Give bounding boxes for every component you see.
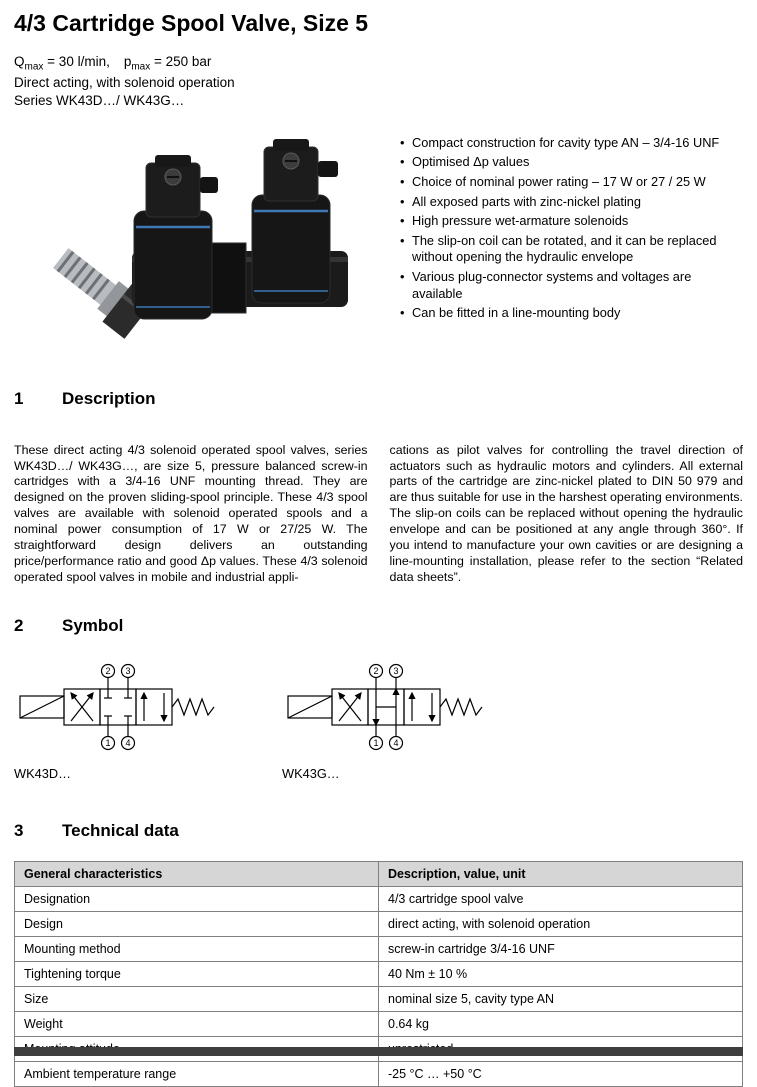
port-label: 1 xyxy=(105,737,111,748)
feature-item: • Choice of nominal power rating – 17 W or 27 / 25 W xyxy=(400,174,743,191)
port-label: 4 xyxy=(125,737,131,748)
pmax-subscript: max xyxy=(131,61,151,73)
hero-section xyxy=(14,131,743,363)
section-title: Symbol xyxy=(62,615,124,635)
table-cell-label: Weight xyxy=(15,1011,379,1036)
next-table-header-cutoff xyxy=(14,1047,743,1056)
table-cell-value: 40 Nm ± 10 % xyxy=(379,961,743,986)
spec-line-flow-pressure xyxy=(14,53,743,74)
section-number: 2 xyxy=(14,615,24,635)
table-cell-label: Design xyxy=(15,911,379,936)
symbol-label-wk43g: WK43G… xyxy=(282,765,340,781)
table-cell-value: nominal size 5, cavity type AN xyxy=(379,986,743,1011)
port-label: 3 xyxy=(393,665,399,676)
table-row xyxy=(15,986,743,1011)
symbol-label-wk43d: WK43D… xyxy=(14,765,71,781)
table-row xyxy=(15,961,743,986)
symbol-diagrams xyxy=(14,662,743,781)
table-cell-label: Tightening torque xyxy=(15,961,379,986)
table-row xyxy=(15,936,743,961)
table-cell-label: Size xyxy=(15,986,379,1011)
feature-item: • Various plug-connector systems and voltages are available xyxy=(400,269,743,302)
description-column-right: cations as pilot valves for controlling the travel direction of actuators such as hydraulic motors and cylinders. All external parts of the cartridge are zinc-nickel plated to DIN 50 979 and are thus suitable for use in the harshest operating environments. The slip-on coils can be replaced without opening the hydraulic envelope and can be positioned at any angle through 360°. If you intend to manufacture your own cavities or are designing a line-mounting installation, please refer to the section “Related data sheets”. xyxy=(389,442,743,584)
table-cell-value: -25 °C … +50 °C xyxy=(379,1061,743,1086)
table-row xyxy=(15,1011,743,1036)
feature-item: • Optimised Δp values xyxy=(400,154,743,171)
description-text xyxy=(14,443,743,586)
table-row xyxy=(15,911,743,936)
spec-line-actuation: Direct acting, with solenoid operation xyxy=(14,75,235,91)
section-title: Description xyxy=(62,388,156,408)
feature-item: • High pressure wet-armature solenoids xyxy=(400,213,743,230)
table-row xyxy=(15,1061,743,1086)
section-heading-description xyxy=(14,389,743,409)
hydraulic-symbol-wk43d xyxy=(14,662,242,758)
port-label: 2 xyxy=(105,665,111,676)
right-din-connector xyxy=(264,139,338,201)
right-solenoid-coil xyxy=(252,195,330,303)
table-cell-value: 4/3 cartridge spool valve xyxy=(379,886,743,911)
hydraulic-symbol-wk43g xyxy=(282,662,510,758)
table-cell-label: Designation xyxy=(15,886,379,911)
table-cell-value: 0.64 kg xyxy=(379,1011,743,1036)
feature-item: • Can be fitted in a line-mounting body xyxy=(400,305,743,322)
qmax-value: = 30 l/min, xyxy=(43,54,110,69)
table-cell-value: direct acting, with solenoid operation xyxy=(379,911,743,936)
table-header-description: Description, value, unit xyxy=(379,861,743,886)
port-label: 3 xyxy=(125,665,131,676)
symbol-wk43d xyxy=(14,662,254,781)
section-heading-technical-data xyxy=(14,821,743,841)
left-solenoid-coil xyxy=(134,211,212,319)
section-heading-symbol xyxy=(14,616,743,636)
product-photo-illustration xyxy=(14,131,386,363)
table-cell-label: Mounting method xyxy=(15,936,379,961)
product-photo xyxy=(14,131,386,363)
spec-line-series: Series WK43D…/ WK43G… xyxy=(14,93,185,109)
pmax-value: = 250 bar xyxy=(150,54,212,69)
section-number: 1 xyxy=(14,388,24,408)
feature-item: • Compact construction for cavity type AN – 3/4-16 UNF xyxy=(400,135,743,152)
description-column-left: These direct acting 4/3 solenoid operated spool valves, series WK43D…/ WK43G…, are size 5, pressure balanced screw-in cartridges with a 3/4-16 UNF mounting thread. They are designed on the proven sliding-spool principle. These 4/3 spool valves are available with solenoid operated spools and a nominal power consumption of 17 W or 27/25 W. The straightforward design delivers an outstanding price/performance ratio and good Δp values. These 4/3 solenoid operated spool valves in mobile and industrial appli- xyxy=(14,442,368,584)
table-header-characteristics: General characteristics xyxy=(15,861,379,886)
table-cell-value: screw-in cartridge 3/4-16 UNF xyxy=(379,936,743,961)
left-din-connector xyxy=(146,155,218,217)
feature-item: • The slip-on coil can be rotated, and it can be replaced without opening the hydraulic envelope xyxy=(400,233,743,266)
qmax-symbol: Q xyxy=(14,54,25,69)
symbol-wk43g xyxy=(282,662,522,781)
section-number: 3 xyxy=(14,820,24,840)
feature-item: • All exposed parts with zinc-nickel plating xyxy=(400,194,743,211)
section-title: Technical data xyxy=(62,820,179,840)
port-label: 2 xyxy=(373,665,379,676)
table-header-row xyxy=(15,861,743,886)
qmax-subscript: max xyxy=(24,61,44,73)
port-label: 1 xyxy=(373,737,379,748)
feature-list xyxy=(386,135,743,325)
page-title: 4/3 Cartridge Spool Valve, Size 5 xyxy=(14,10,369,36)
table-cell-label: Ambient temperature range xyxy=(15,1061,379,1086)
pmax-symbol: p xyxy=(123,54,132,69)
table-row xyxy=(15,886,743,911)
port-label: 4 xyxy=(393,737,399,748)
